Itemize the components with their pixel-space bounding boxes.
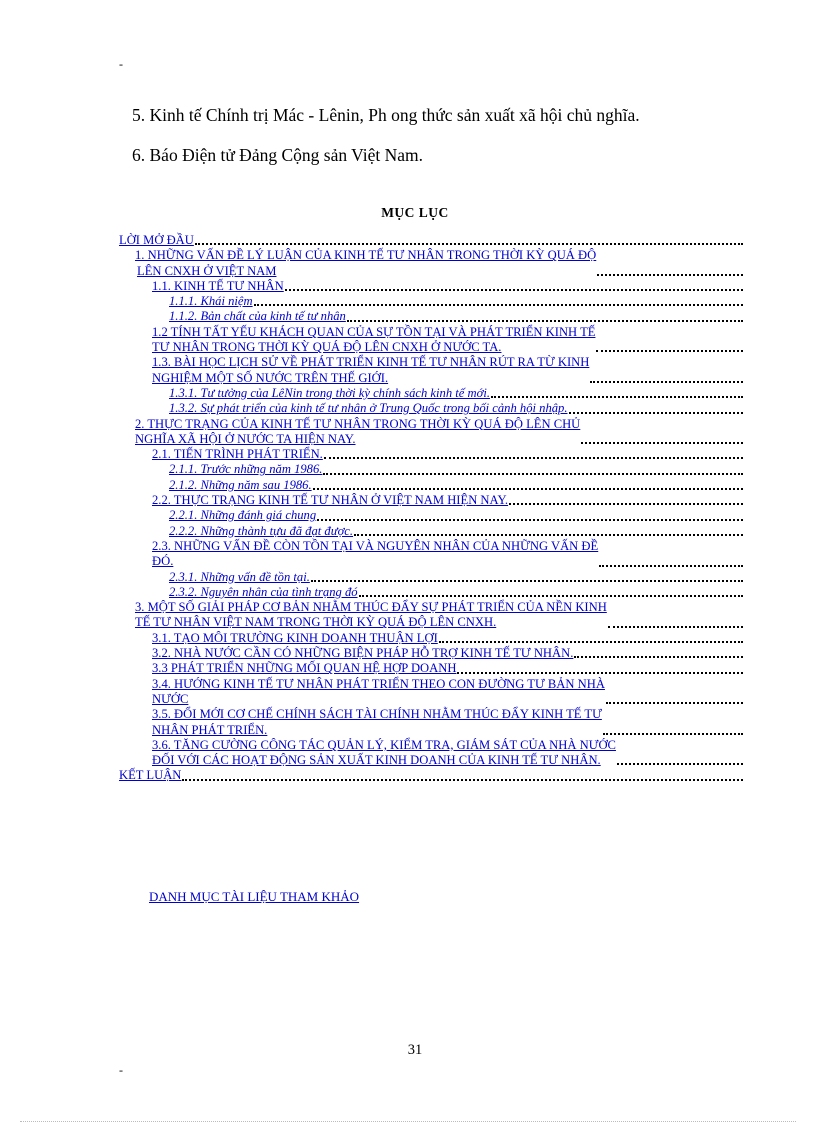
dot-leader (182, 775, 743, 781)
toc-link[interactable]: 1.1.1. Khái niệm (169, 294, 253, 309)
toc-entry-ket-luan[interactable] (119, 768, 743, 783)
toc-link-line: NGHIỆM MỘT SỐ NƯỚC TRÊN THẾ GIỚI. (152, 370, 389, 385)
toc-link[interactable] (152, 707, 602, 738)
dot-leader (617, 759, 743, 765)
toc-link[interactable]: 3.1. TẠO MÔI TRƯỜNG KINH DOANH THUẬN LỢI (152, 630, 438, 645)
dot-leader (491, 392, 743, 398)
toc-link[interactable]: 2.2.2. Những thành tựu đã đạt được. (169, 523, 354, 538)
toc-link[interactable]: KẾT LUẬN (119, 768, 182, 783)
dot-leader (608, 622, 743, 628)
toc-link-line: NƯỚC (152, 691, 189, 706)
dot-leader (597, 270, 743, 276)
toc-link[interactable]: 1.1. KINH TẾ TƯ NHÂN (152, 278, 284, 293)
toc-entry-2-3[interactable] (119, 539, 743, 570)
toc-entry-3[interactable] (119, 600, 743, 631)
dot-leader (599, 561, 743, 567)
toc-link-line: TƯ NHÂN TRONG THỜI KỲ QUÁ ĐỘ LÊN CNXH Ở NƯỚC TA. (152, 340, 502, 355)
toc-link[interactable] (152, 738, 616, 769)
reference-item-6: 6. Báo Điện tử Đảng Cộng sản Việt Nam. (132, 145, 423, 165)
toc-link[interactable]: 3.3 PHÁT TRIỂN NHỮNG MỐI QUAN HỆ HỢP DOANH (152, 661, 457, 676)
toc-link[interactable]: 1.1.2. Bản chất của kinh tế tư nhân (169, 309, 346, 324)
toc-link-line: 3.4. HƯỚNG KINH TẾ TƯ NHÂN PHÁT TRIỂN THEO CON ĐƯỜNG TƯ BẢN NHÀ (152, 676, 605, 691)
toc-entry-3-6[interactable] (119, 738, 743, 769)
dot-leader (509, 499, 743, 505)
toc-link[interactable] (152, 355, 589, 386)
toc-entry-1-2[interactable] (119, 325, 743, 356)
toc-link[interactable]: 2.3.1. Những vấn đề tồn tại. (169, 569, 310, 584)
toc-entry-2-1-1[interactable] (119, 462, 743, 477)
toc-link[interactable]: 2.1.1. Trước những năm 1986. (169, 462, 323, 477)
toc-entry-1-3[interactable] (119, 355, 743, 386)
dot-leader (313, 484, 743, 490)
toc-entry-2-2[interactable] (119, 493, 743, 508)
toc-entry-2-3-1[interactable] (119, 570, 743, 585)
toc-link[interactable]: 2.2.1. Những đánh giá chung (169, 508, 317, 523)
toc-link-line: 1. NHỮNG VẤN ĐỀ LÝ LUẬN CỦA KINH TẾ TƯ NHÂN TRONG THỜI KỲ QUÁ ĐỘ (135, 248, 597, 263)
dot-leader (457, 668, 743, 674)
bottom-margin-mark: - (119, 1063, 123, 1077)
dot-leader (317, 515, 743, 521)
toc-entry-1-1-2[interactable] (119, 309, 743, 324)
toc-link[interactable] (152, 539, 598, 570)
dot-leader (581, 438, 743, 444)
toc-link-line: NHÂN PHÁT TRIỂN. (152, 722, 268, 737)
toc-link-line: ĐỐI VỚI CÁC HOẠT ĐỘNG SẢN XUẤT KINH DOANH CỦA KINH TẾ TƯ NHÂN. (152, 753, 601, 768)
dot-leader (254, 300, 743, 306)
toc-link[interactable]: 2.1.2. Những năm sau 1986. (169, 477, 312, 492)
dot-leader (311, 576, 743, 582)
bibliography-link[interactable]: DANH MỤC TÀI LIỆU THAM KHẢO (149, 889, 360, 904)
toc-entry-1-3-2[interactable] (119, 401, 743, 416)
toc-link[interactable] (152, 325, 595, 356)
toc-entry-2-3-2[interactable] (119, 585, 743, 600)
toc-link[interactable]: 2.1. TIẾN TRÌNH PHÁT TRIỂN. (152, 447, 323, 462)
toc-link[interactable]: 1.3.2. Sự phát triển của kinh tế tư nhân ở Trung Quốc trong bối cảnh hội nhập. (169, 401, 568, 416)
toc-link-line: TẾ TƯ NHÂN VIỆT NAM TRONG THỜI KỲ QUÁ ĐỘ LÊN CNXH. (135, 615, 497, 630)
toc-entry-3-2[interactable] (119, 646, 743, 661)
toc-title: MỤC LỤC (381, 205, 449, 220)
table-of-contents (119, 233, 743, 784)
page-number: 31 (407, 1042, 423, 1058)
dot-leader (590, 377, 743, 383)
toc-link[interactable]: 2.2. THỰC TRẠNG KINH TẾ TƯ NHÂN Ở VIỆT NAM HIỆN NAY. (152, 493, 509, 508)
toc-entry-2-2-1[interactable] (119, 508, 743, 523)
toc-entry-1-1[interactable] (119, 279, 743, 294)
toc-entry-3-1[interactable] (119, 631, 743, 646)
toc-link[interactable] (135, 248, 596, 279)
toc-entry-1[interactable] (119, 248, 743, 279)
dot-leader (574, 652, 743, 658)
dot-leader (347, 316, 743, 322)
toc-entry-2-1[interactable] (119, 447, 743, 462)
dot-leader (596, 346, 743, 352)
dot-leader (324, 453, 743, 459)
dot-leader (603, 729, 743, 735)
toc-entry-1-3-1[interactable] (119, 386, 743, 401)
toc-entry-loi-mo-dau[interactable] (119, 233, 743, 248)
dot-leader (354, 530, 743, 536)
toc-entry-2-1-2[interactable] (119, 478, 743, 493)
toc-link[interactable] (152, 677, 605, 708)
toc-link[interactable]: LỜI MỞ ĐẦU (119, 233, 194, 247)
dot-leader (323, 469, 743, 475)
dot-leader (569, 408, 744, 414)
toc-link-line: 2. THỰC TRẠNG CỦA KINH TẾ TƯ NHÂN TRONG THỜI KỲ QUÁ ĐỘ LÊN CHỦ (135, 416, 581, 431)
toc-link-line: 1.3. BÀI HỌC LỊCH SỬ VỀ PHÁT TRIỂN KINH TẾ TƯ NHÂN RÚT RA TỪ KINH (152, 355, 590, 370)
top-margin-mark: - (119, 57, 123, 71)
toc-link-line: ĐÓ. (152, 554, 174, 569)
dot-leader (439, 637, 743, 643)
toc-entry-1-1-1[interactable] (119, 294, 743, 309)
toc-link-line: LÊN CNXH Ở VIỆT NAM (137, 263, 277, 278)
toc-entry-3-4[interactable] (119, 677, 743, 708)
toc-link[interactable] (135, 600, 607, 631)
toc-entry-3-5[interactable] (119, 707, 743, 738)
toc-link[interactable]: 1.3.1. Tư tưởng của LêNin trong thời kỳ chính sách kinh tế mới. (169, 385, 490, 400)
toc-link[interactable]: 2.3.2. Nguyên nhân của tình trạng đó (169, 584, 358, 599)
toc-link-line: 3.6. TĂNG CƯỜNG CÔNG TÁC QUẢN LÝ, KIỂM TRA, GIÁM SÁT CỦA NHÀ NƯỚC (152, 737, 616, 752)
toc-link-line: 3.5. ĐỔI MỚI CƠ CHẾ CHÍNH SÁCH TÀI CHÍNH NHẰM THÚC ĐẨY KINH TẾ TƯ (152, 707, 602, 722)
reference-item-5: 5. Kinh tế Chính trị Mác - Lênin, Ph ong thức sản xuất xã hội chủ nghĩa. (132, 105, 640, 125)
dot-leader (606, 698, 743, 704)
page-bottom-rule (20, 1121, 796, 1122)
toc-entry-2[interactable] (119, 417, 743, 448)
dot-leader (195, 239, 743, 245)
dot-leader (285, 285, 743, 291)
toc-link-line: NGHĨA XÃ HỘI Ở NƯỚC TA HIỆN NAY. (135, 431, 356, 446)
toc-link-line: 3. MỘT SỐ GIẢI PHÁP CƠ BẢN NHẰM THÚC ĐẨY SỰ PHÁT TRIỂN CỦA NỀN KINH (135, 600, 607, 615)
toc-link-line: 2.3. NHỮNG VẤN ĐỀ CÒN TỒN TẠI VÀ NGUYÊN NHÂN CỦA NHỮNG VẤN ĐỀ (152, 538, 599, 553)
toc-entry-2-2-2[interactable] (119, 524, 743, 539)
toc-link[interactable] (135, 417, 580, 448)
toc-link[interactable]: 3.2. NHÀ NƯỚC CẦN CÓ NHỮNG BIỆN PHÁP HỖ TRỢ KINH TẾ TƯ NHÂN. (152, 646, 574, 661)
toc-entry-3-3[interactable] (119, 661, 743, 676)
dot-leader (359, 591, 743, 597)
toc-link-line: 1.2 TÍNH TẤT YẾU KHÁCH QUAN CỦA SỰ TỒN TẠI VÀ PHÁT TRIỂN KINH TẾ (152, 324, 596, 339)
